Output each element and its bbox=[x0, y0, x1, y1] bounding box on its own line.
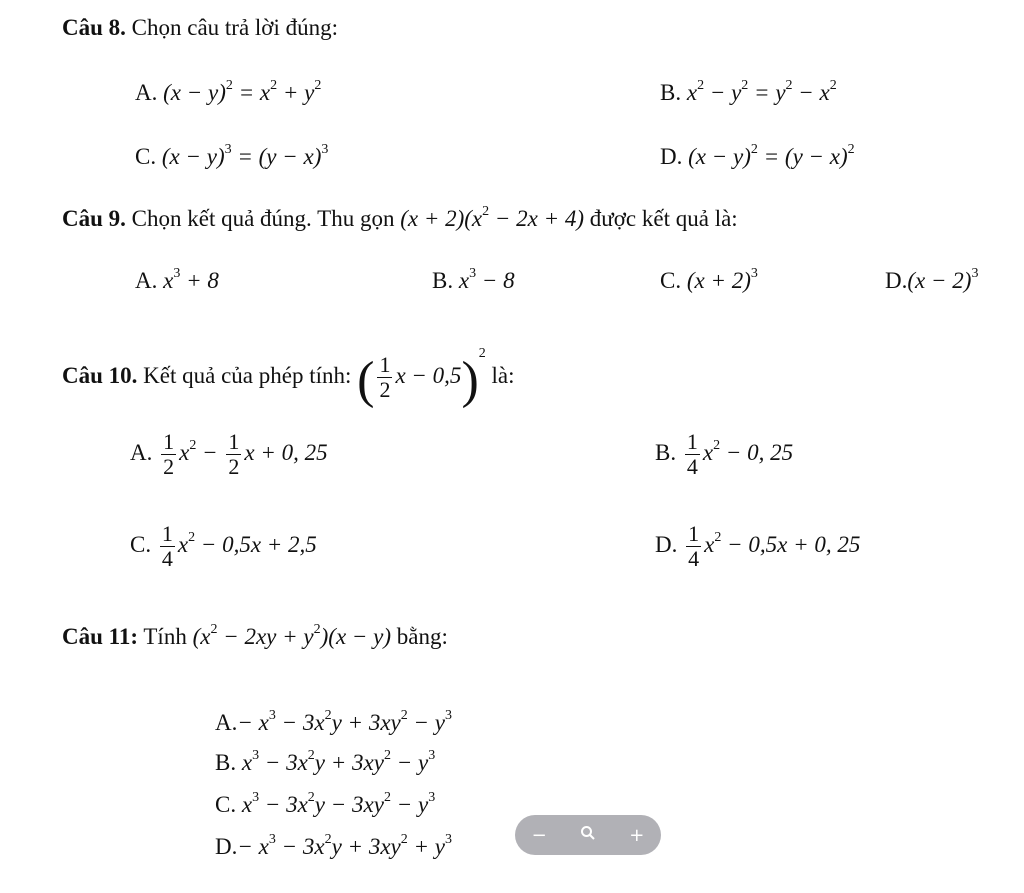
q8-option-c[interactable]: C. $(x - y)^3 = (y - x)^3$ bbox=[135, 142, 329, 169]
q9-option-d-expr: $(x - 2)^3$ bbox=[907, 266, 979, 293]
question-9-title: Câu 9. Chọn kết quả đúng. Thu gọn $(x + 2)(x^2 - 2x + 4)$ được kết quả là: bbox=[62, 204, 738, 231]
q10-option-b[interactable]: B. $\frac{1}{4}$ $x^2 - 0$, 25 bbox=[655, 429, 794, 479]
q9-option-b-expr: $x^3 - 8$ bbox=[458, 266, 515, 293]
q11-option-a[interactable]: $A.- x^3 - 3x^2y + 3xy^2 - y^3$ bbox=[215, 708, 452, 735]
q8-option-d-expr: $(x - y)^2 = (y - x)^2$ bbox=[688, 142, 855, 169]
q8-option-b-expr: $x^2 - y^2 = y^2 - x^2$ bbox=[686, 78, 837, 105]
q9-option-c[interactable]: C. $(x + 2)^3$ bbox=[660, 266, 758, 293]
q11-option-c[interactable]: C. $x^3 - 3x^2y - 3xy^2 - y^3$ bbox=[215, 790, 436, 817]
q9-title-expr: $(x + 2)(x^2 - 2x + 4)$ bbox=[400, 204, 585, 231]
q8-option-d[interactable]: D. $(x - y)^2 = (y - x)^2$ bbox=[660, 142, 855, 169]
q8-option-a[interactable]: A. $(x - y)^2 = x^2 + y^2$ bbox=[135, 78, 322, 105]
question-8-title: Câu 8. Chọn câu trả lời đúng: bbox=[62, 15, 339, 40]
q11-option-d[interactable]: $D.- x^3 - 3x^2y + 3xy^2 + y^3$ bbox=[215, 832, 452, 859]
zoom-control bbox=[515, 815, 661, 855]
question-10-title: Câu 10. Kết quả của phép tính: ( $\frac{1}{2}$ x − 0,5)$^2$ là: bbox=[62, 346, 515, 409]
q11-option-b-expr: $x^3 - 3x^2y + 3xy^2 - y^3$ bbox=[241, 748, 436, 775]
q8-option-a-expr: $(x - y)^2 = x^2 + y^2$ bbox=[163, 78, 322, 105]
question-11-title: Câu 11: Tính $(x^2 - 2xy + y^2)(x - y)$ bằng: bbox=[62, 622, 448, 649]
q9-option-a-expr: $x^3 + 8$ bbox=[163, 266, 219, 293]
q10-option-a[interactable]: A. $\frac{1}{2}$ $x^2$ − $\frac{1}{2}$ x + 0, 25 bbox=[130, 429, 328, 479]
q10-option-b-expr: $\frac{1}{4}$ $x^2 - 0$, 25 bbox=[686, 429, 794, 479]
q11-option-d-expr: − $x^3 - 3x^2y + 3xy^2 + y^3$ bbox=[237, 832, 452, 859]
zoom-out-button[interactable]: − bbox=[531, 824, 547, 846]
q9-option-d[interactable]: $D.(x - 2)^3$ bbox=[885, 266, 979, 293]
q10-option-d[interactable]: D. $\frac{1}{4}$ $x^2 - 0,5x + 0$, 25 bbox=[655, 521, 861, 571]
q10-option-a-expr: $\frac{1}{2}$ $x^2$ − $\frac{1}{2}$ x + 0, 25 bbox=[163, 429, 328, 479]
q10-title-expr: ( $\frac{1}{2}$ x − 0,5)$^2$ bbox=[357, 346, 486, 409]
q10-option-c[interactable]: C. $\frac{1}{4}$ $x^2 - 0,5x + 2,5$ bbox=[130, 521, 317, 571]
q11-option-b[interactable]: B. $x^3 - 3x^2y + 3xy^2 - y^3$ bbox=[215, 748, 436, 775]
q11-title-expr: $(x^2 - 2xy + y^2)(x - y)$ bbox=[192, 622, 392, 649]
q9-option-a[interactable]: A. $x^3 + 8$ bbox=[135, 266, 219, 293]
q11-option-a-expr: − $x^3 - 3x^2y + 3xy^2 - y^3$ bbox=[237, 708, 452, 735]
q9-option-b[interactable]: B. $x^3 - 8$ bbox=[432, 266, 515, 293]
q11-option-c-expr: $x^3 - 3x^2y - 3xy^2 - y^3$ bbox=[241, 790, 436, 817]
q10-option-d-expr: $\frac{1}{4}$ $x^2 - 0,5x + 0$, 25 bbox=[688, 521, 861, 571]
q8-option-b[interactable]: B. $x^2 - y^2 = y^2 - x^2$ bbox=[660, 78, 837, 105]
q8-option-c-expr: $(x - y)^3 = (y - x)^3$ bbox=[161, 142, 329, 169]
zoom-in-button[interactable]: + bbox=[629, 824, 645, 846]
q10-option-c-expr: $\frac{1}{4}$ $x^2 - 0,5x + 2,5$ bbox=[161, 521, 317, 571]
q9-option-c-expr: $(x + 2)^3$ bbox=[686, 266, 758, 293]
magnifier-icon[interactable] bbox=[580, 825, 596, 846]
